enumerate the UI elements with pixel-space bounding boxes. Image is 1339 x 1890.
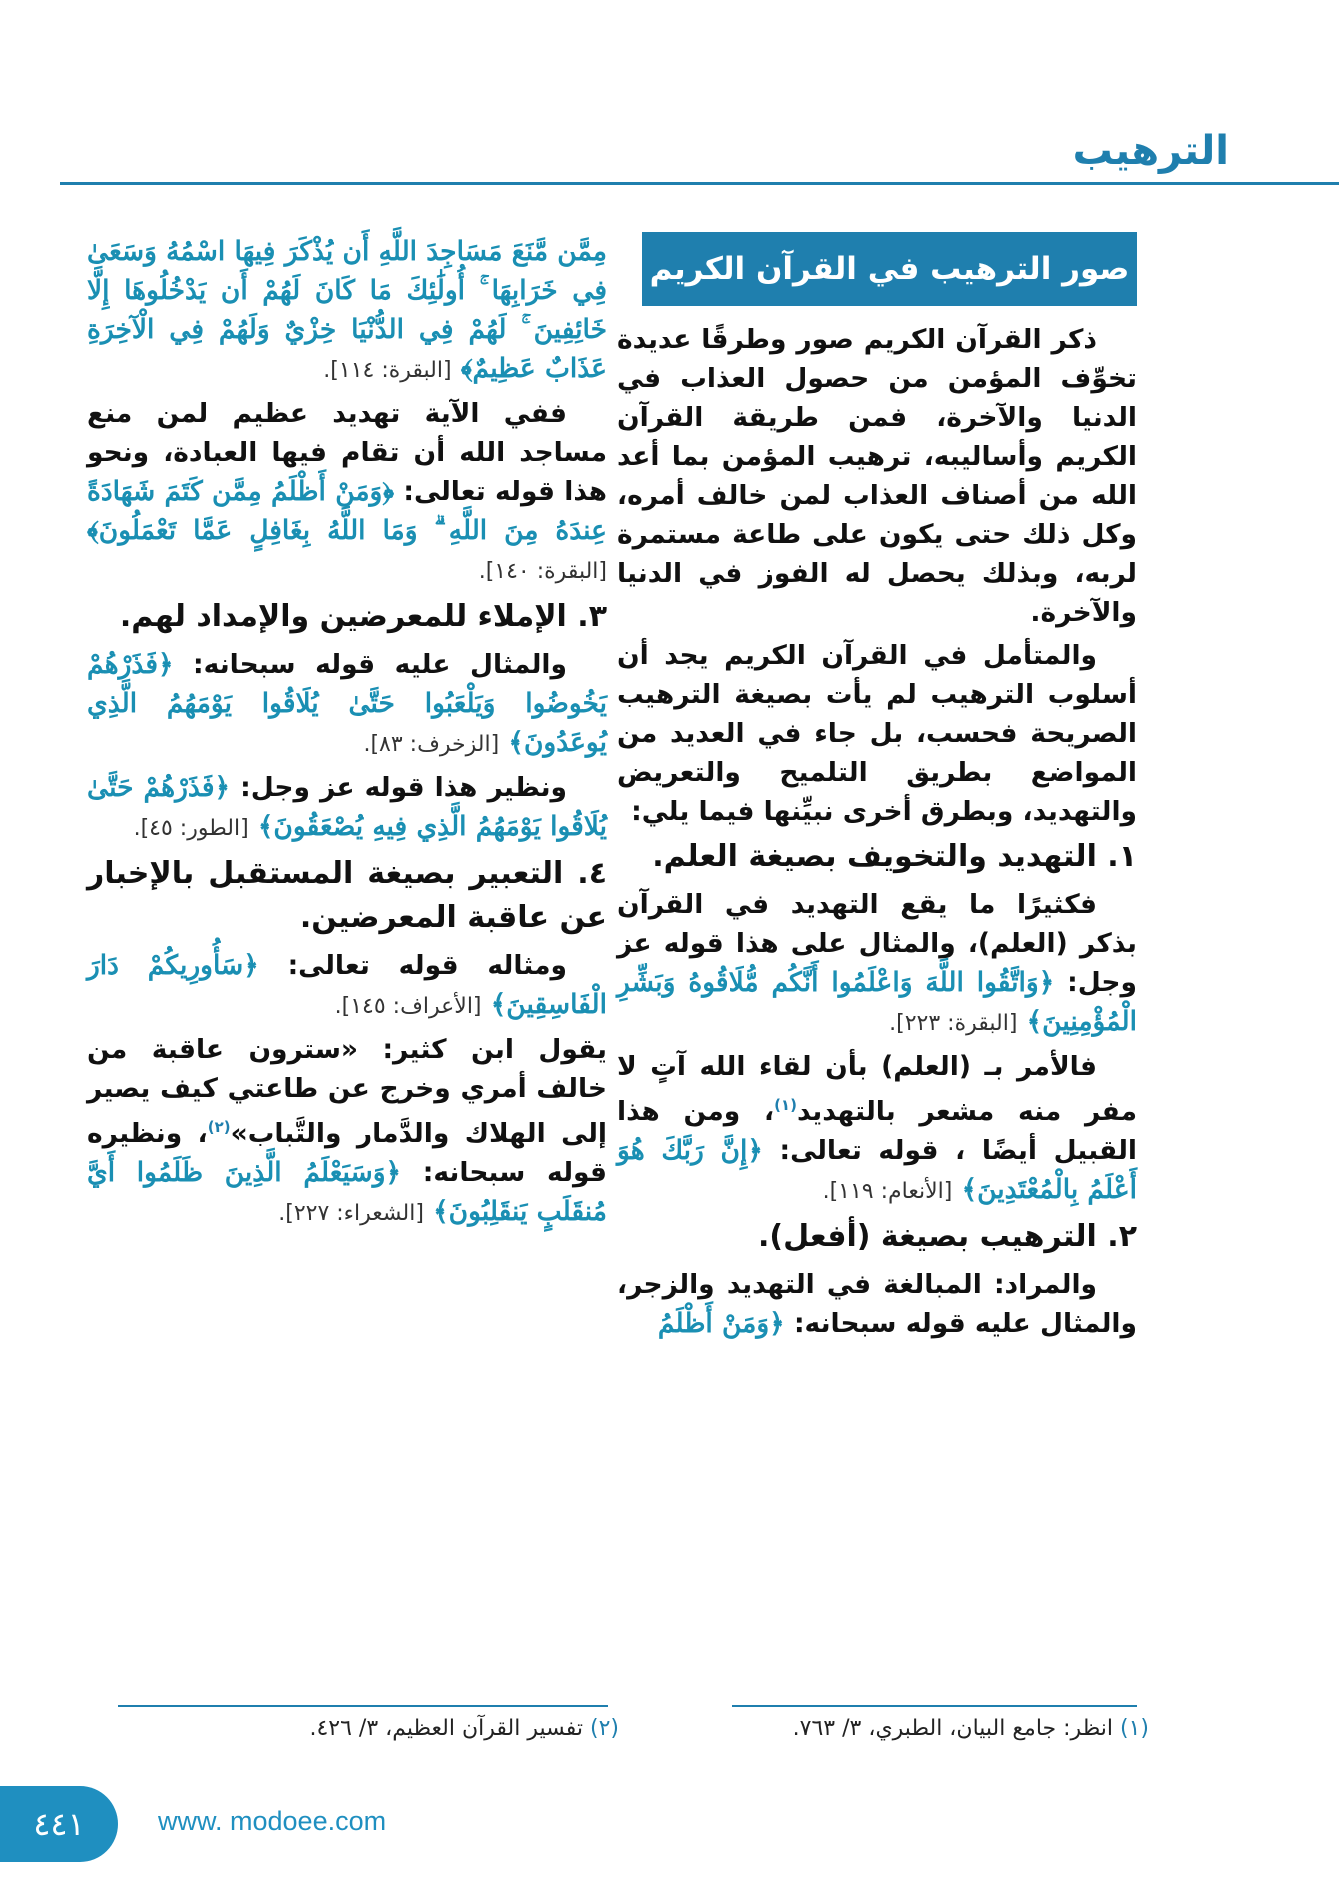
paragraph-text: والمراد: المبالغة في التهديد والزجر، والمثال عليه قوله سبحانه: — [617, 1268, 1137, 1339]
paragraph-text: ، ونظيره قوله سبحانه: — [87, 1117, 607, 1188]
paragraph — [617, 885, 1137, 1043]
paragraph — [87, 394, 607, 591]
verse-reference: [الأنعام: ١١٩]. — [822, 1178, 953, 1204]
verse-reference: [الزخرف: ٨٣]. — [363, 732, 500, 757]
paragraph — [87, 645, 607, 764]
website-link[interactable]: www. modoee.com — [158, 1806, 387, 1836]
quran-verse: ﴿وَاتَّقُوا اللَّهَ وَاعْلَمُوا أَنَّكُم مُّلَاقُوهُ وَبَشِّرِ الْمُؤْمِنِينَ﴾ — [617, 967, 1137, 1037]
verse-reference: [الأعراف: ١٤٥]. — [334, 994, 482, 1019]
paragraph — [617, 1265, 1137, 1343]
quran-verse: ﴿وَسَيَعْلَمُ الَّذِينَ ظَلَمُوا أَيَّ مُنقَلَبٍ يَنقَلِبُونَ﴾ — [87, 1156, 607, 1227]
paragraph-text: ، ومن هذا القبيل أيضًا ، قوله تعالى: — [617, 1095, 1137, 1166]
page-number: ٤٤١ — [0, 1786, 118, 1862]
paragraph: ذكر القرآن الكريم صور وطرقًا عديدة تخوِّف المؤمن من حصول العذاب في الدنيا والآخرة، فمن طريقة القرآن الكريم وأساليبه، ترهيب المؤمن بما أعد الله من أصناف العذاب لمن خالف أمره، وكل ذلك حتى يكون على طاعة مستمرة لربه، وبذلك يحصل له الفوز في الدنيا والآخرة. — [617, 324, 1137, 628]
footnote-number: (٢) — [589, 1716, 619, 1741]
paragraph — [617, 1047, 1137, 1211]
footnote-marker[interactable]: (١) — [774, 1096, 797, 1114]
footnote-number: (١) — [1119, 1716, 1149, 1741]
verse-reference: [البقرة: ١١٤]. — [323, 358, 452, 383]
footnote-divider-right — [732, 1705, 1137, 1707]
quran-verse: ﴿إِنَّ رَبَّكَ هُوَ أَعْلَمُ بِالْمُعْتَدِينَ﴾ — [617, 1134, 1137, 1205]
quran-verse: ﴿وَمَنْ أَظْلَمُ — [657, 1307, 785, 1339]
quran-verse: ﴿سَأُورِيكُمْ دَارَ الْفَاسِقِينَ﴾ — [87, 950, 607, 1020]
paragraph — [87, 768, 607, 848]
subheading: ١. التهديد والتخويف بصيغة العلم. — [652, 839, 1137, 874]
paragraph: والمتأمل في القرآن الكريم يجد أن أسلوب الترهيب لم يأت بصيغة الترهيب الصريحة فحسب، بل جاء في العديد من المواضع بطريق التلميح والتعريض والتهديد، وبطرق أخرى نبيِّنها فيما يلي: — [617, 640, 1137, 827]
footnote-marker[interactable]: (٢) — [207, 1118, 231, 1136]
verse-reference: [البقرة: ١٤٠]. — [478, 559, 607, 584]
footnote-divider-left — [118, 1705, 608, 1707]
footnote-text: انظر: جامع البيان، الطبري، ٣/ ٧٦٣. — [792, 1716, 1113, 1741]
footnote-text: تفسير القرآن العظيم، ٣/ ٤٢٦. — [309, 1716, 583, 1741]
quran-verse: ﴿وَمَنْ أَظْلَمُ مِمَّن كَتَمَ شَهَادَةً عِندَهُ مِنَ اللَّهِ ۗ وَمَا اللَّهُ بِغَافِلٍ عَمَّا تَعْمَلُونَ﴾ — [87, 476, 607, 546]
paragraph — [87, 1030, 607, 1233]
subheading: ٢. الترهيب بصيغة (أفعل). — [758, 1218, 1137, 1254]
subheading: ٤. التعبير بصيغة المستقبل بالإخبار عن عاقبة المعرضين. — [87, 856, 607, 935]
subheading: ٣. الإملاء للمعرضين والإمداد لهم. — [119, 599, 607, 634]
paragraph-text: فالأمر بـ (العلم) بأن لقاء الله آتٍ لا مفر منه مشعر بالتهديد — [617, 1051, 1137, 1127]
quran-verse: مِمَّن مَّنَعَ مَسَاجِدَ اللَّهِ أَن يُذْكَرَ فِيهَا اسْمُهُ وَسَعَىٰ فِي خَرَابِهَا ۚ أُولَٰئِكَ مَا كَانَ لَهُمْ أَن يَدْخُلُوهَا إِلَّا خَائِفِينَ ۚ لَهُمْ فِي الدُّنْيَا خِزْيٌ وَلَهُمْ فِي الْآخِرَةِ عَذَابٌ عَظِيمٌ﴾ — [87, 236, 607, 384]
verse-reference: [الطور: ٤٥]. — [133, 816, 249, 841]
footnote-1 — [689, 1716, 1149, 1741]
paragraph — [87, 946, 607, 1026]
right-column — [617, 232, 1137, 1347]
paragraph-text: والمثال عليه قوله سبحانه: — [193, 649, 567, 680]
paragraph-text: ومثاله قوله تعالى: — [287, 950, 568, 981]
paragraph — [87, 232, 607, 390]
verse-reference: [الشعراء: ٢٢٧]. — [278, 1200, 424, 1226]
paragraph-text: يقول ابن كثير: «سترون عاقبة من خالف أمري وخرج عن طاعتي كيف يصير إلى الهلاك والدَّمار والتَّباب» — [87, 1034, 607, 1149]
quran-verse: ﴿فَذَرْهُمْ يَخُوضُوا وَيَلْعَبُوا حَتَّىٰ يُلَاقُوا يَوْمَهُمُ الَّذِي يُوعَدُونَ﴾ — [87, 649, 607, 758]
left-column — [87, 232, 607, 1237]
paragraph-text: فكثيرًا ما يقع التهديد في القرآن بذكر (العلم)، والمثال على هذا قوله عز وجل: — [617, 889, 1137, 998]
section-title: صور الترهيب في القرآن الكريم — [642, 232, 1137, 306]
quran-verse: ﴿فَذَرْهُمْ حَتَّىٰ يُلَاقُوا يَوْمَهُمُ الَّذِي فِيهِ يُصْعَقُونَ﴾ — [87, 772, 607, 842]
verse-reference: [البقرة: ٢٢٣]. — [889, 1011, 1018, 1036]
footnote-2 — [159, 1716, 619, 1741]
paragraph-text: ونظير هذا قوله عز وجل: — [240, 772, 567, 803]
header-divider — [60, 182, 1339, 185]
page-header-title: الترهيب — [1072, 128, 1229, 174]
paragraph-text: ففي الآية تهديد عظيم لمن منع مساجد الله أن تقام فيها العبادة، ونحو هذا قوله تعالى: — [87, 398, 607, 507]
